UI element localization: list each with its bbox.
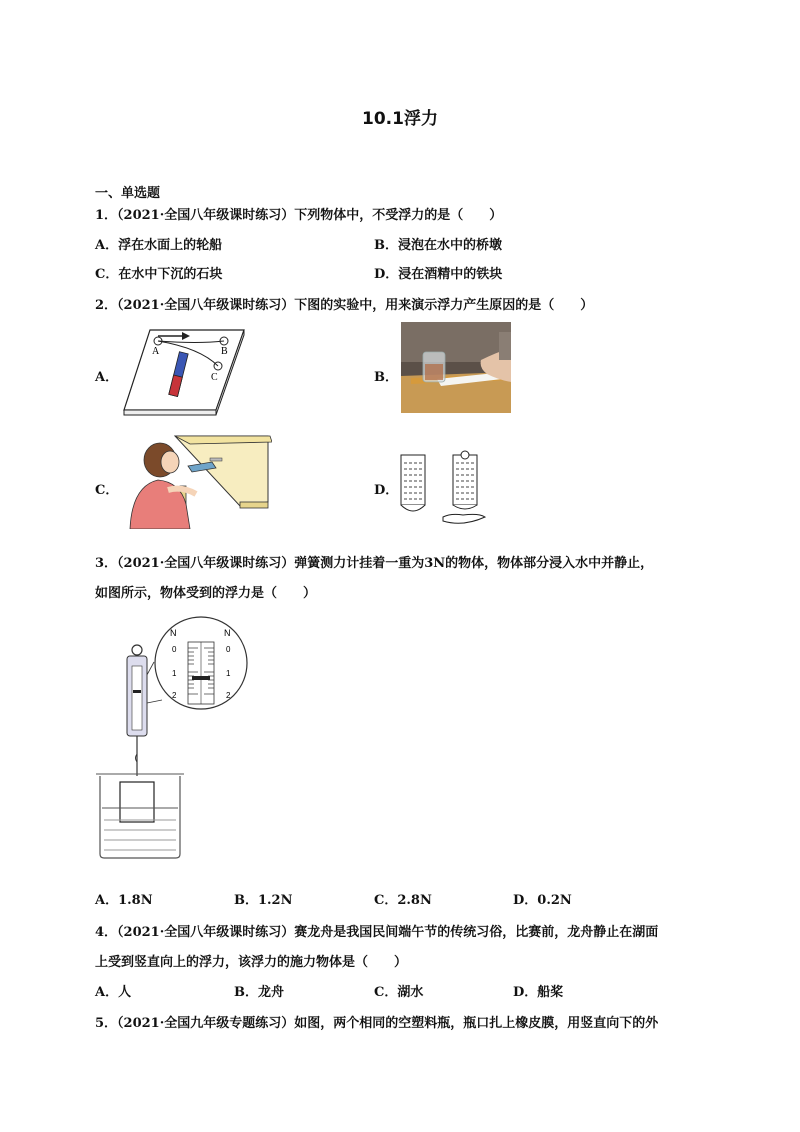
q2-figure-d <box>393 447 493 531</box>
q2-figure-c <box>120 434 272 529</box>
question-4-stem-line2: 上受到竖直向上的浮力，该浮力的施力物体是（ ） <box>95 955 408 970</box>
q1-option-a: A．浮在水面上的轮船 <box>95 238 223 253</box>
q1-option-c: C．在水中下沉的石块 <box>95 267 223 282</box>
q3-option-a: A．1.8N <box>95 893 153 908</box>
question-4-stem-line1: 4．（2021·全国八年级课时练习）赛龙舟是我国民间端午节的传统习俗，比赛前，龙舟静止在湖面 <box>95 925 659 940</box>
gauge-unit-left: N <box>170 628 177 638</box>
section-heading: 一、单选题 <box>95 186 161 201</box>
question-2-stem: 2．（2021·全国八年级课时练习）下图的实验中，用来演示浮力产生原因的是（ ） <box>95 298 594 313</box>
q2-option-a: A． <box>95 370 119 385</box>
q1-option-b: B．浸泡在水中的桥墩 <box>374 238 502 253</box>
q4-option-b: B．龙舟 <box>234 985 284 1000</box>
gauge-tick-0-right: 0 <box>226 645 231 654</box>
q1-option-d: D．浸在酒精中的铁块 <box>374 267 503 282</box>
gauge-tick-2: 2 <box>172 691 177 700</box>
gauge-tick-2-right: 2 <box>226 691 231 700</box>
q3-option-c: C．2.8N <box>374 893 432 908</box>
gauge-tick-1-right: 1 <box>226 669 231 678</box>
question-3-stem-line2: 如图所示，物体受到的浮力是（ ） <box>95 586 317 601</box>
q4-option-c: C．湖水 <box>374 985 424 1000</box>
q4-option-d: D．船桨 <box>513 985 564 1000</box>
question-5-stem: 5．（2021·全国九年级专题练习）如图，两个相同的空塑料瓶，瓶口扎上橡皮膜，用竖直向下的外 <box>95 1016 659 1031</box>
gauge-unit-right: N <box>224 628 231 638</box>
q3-option-b: B．1.2N <box>234 893 293 908</box>
q2-option-b: B． <box>374 370 398 385</box>
q2-figure-b-photo <box>401 322 511 413</box>
page-title: 10.1浮力 <box>362 109 438 129</box>
q2-option-d: D． <box>374 483 399 498</box>
q3-figure-spring-scale <box>92 614 248 860</box>
question-1-stem: 1．（2021·全国八年级课时练习）下列物体中，不受浮力的是（ ） <box>95 208 503 223</box>
fig-a-label-b: B <box>221 346 228 357</box>
q3-option-d: D．0.2N <box>513 893 572 908</box>
q2-figure-a <box>120 326 246 416</box>
q2-option-c: C． <box>95 483 119 498</box>
q4-option-a: A．人 <box>95 985 132 1000</box>
gauge-tick-0: 0 <box>172 645 177 654</box>
fig-a-label-c: C <box>211 372 218 383</box>
question-3-stem-line1: 3．（2021·全国八年级课时练习）弹簧测力计挂着一重为3N的物体，物体部分浸入水中并静止， <box>95 556 654 571</box>
gauge-tick-1: 1 <box>172 669 177 678</box>
fig-a-label-a: A <box>152 346 160 357</box>
